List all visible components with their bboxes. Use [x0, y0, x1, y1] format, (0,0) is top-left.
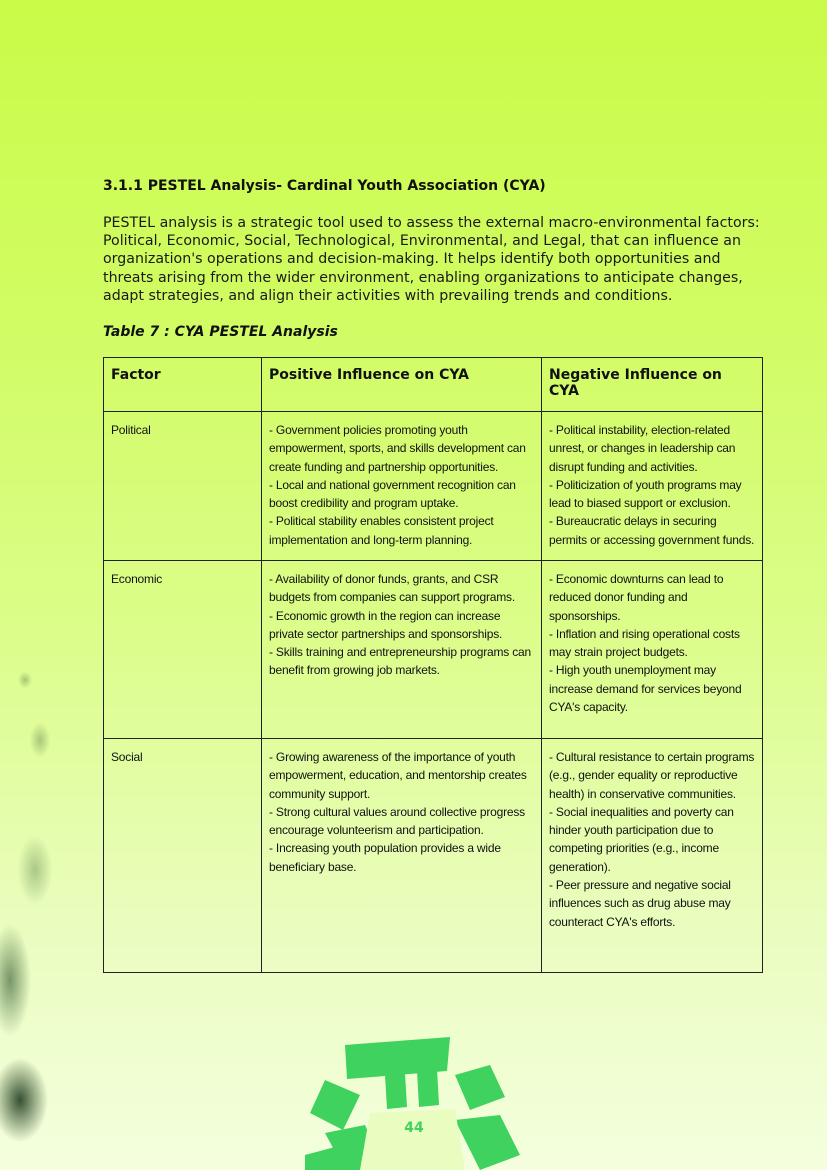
positive-point: - Growing awareness of the importance of youth empowerment, education, and mentorship creates community support. — [269, 750, 527, 801]
intro-paragraph: PESTEL analysis is a strategic tool used to assess the external macro-environmental factors: Political, Economic, Social, Technological, Environmental, and Legal, that can influence an organization's operations and decision-making. It helps identify both opportunities and threats arising from the wider environment, enabling organizations to anticipate changes, adapt strategies, and align their activities with prevailing trends and conditions. — [103, 215, 760, 304]
negative-point: - Inflation and rising operational costs may strain project budgets. — [549, 626, 740, 660]
factor-cell: Economic — [104, 561, 262, 739]
cya-logo-icon — [305, 1035, 520, 1170]
negative-cell — [542, 561, 763, 739]
positive-point: - Availability of donor funds, grants, and CSR budgets from companies can support programs. — [269, 572, 515, 605]
positive-point: - Local and national government recognition can boost credibility and program uptake. — [269, 477, 516, 511]
positive-point: - Strong cultural values around collective progress encourage volunteerism and participation. — [269, 804, 525, 838]
negative-point: - Cultural resistance to certain programs (e.g., gender equality or reproductive health) in conservative communities. — [549, 750, 755, 801]
negative-point: - Peer pressure and negative social influences such as drug abuse may counteract CYA's efforts. — [549, 878, 731, 929]
page-number: 44 — [404, 1120, 424, 1136]
positive-point: - Increasing youth population provides a wide beneficiary base. — [269, 841, 501, 874]
header-negative: Negative Influence on CYA — [542, 358, 763, 412]
section-heading: 3.1.1 PESTEL Analysis- Cardinal Youth Association (CYA) — [103, 178, 546, 194]
negative-cell — [542, 739, 763, 973]
negative-cell — [542, 412, 763, 561]
header-factor: Factor — [104, 358, 262, 412]
table-row-social — [104, 739, 763, 973]
blurred-foliage-decoration — [0, 620, 70, 1170]
table-row-economic — [104, 561, 763, 739]
negative-point: - Political instability, election-related unrest, or changes in leadership can disrupt funding and activities. — [549, 423, 736, 474]
positive-point: - Economic growth in the region can increase private sector partnerships and sponsorships. — [269, 608, 503, 641]
positive-point: - Political stability enables consistent project implementation and long-term planning. — [269, 514, 494, 547]
negative-point: - Politicization of youth programs may lead to biased support or exclusion. — [549, 477, 742, 511]
positive-point: - Skills training and entrepreneurship programs can benefit from growing job markets. — [269, 645, 531, 678]
factor-cell: Social — [104, 739, 262, 973]
factor-cell: Political — [104, 412, 262, 561]
positive-cell — [262, 412, 542, 561]
table-header-row — [104, 358, 763, 412]
negative-point: - High youth unemployment may increase demand for services beyond CYA's capacity. — [549, 663, 742, 715]
header-positive: Positive Influence on CYA — [262, 358, 542, 412]
table-caption: Table 7 : CYA PESTEL Analysis — [103, 324, 338, 340]
positive-cell — [262, 739, 542, 973]
negative-point: - Economic downturns can lead to reduced donor funding and sponsorships. — [549, 572, 724, 623]
pestel-table — [103, 357, 763, 973]
negative-point: - Bureaucratic delays in securing permits or accessing government funds. — [549, 514, 755, 547]
table-row-political — [104, 412, 763, 561]
positive-cell — [262, 561, 542, 739]
negative-point: - Social inequalities and poverty can hinder youth participation due to competing priorities (e.g., income generation). — [549, 804, 734, 874]
positive-point: - Government policies promoting youth empowerment, sports, and skills development can create funding and partnership opportunities. — [269, 423, 526, 474]
